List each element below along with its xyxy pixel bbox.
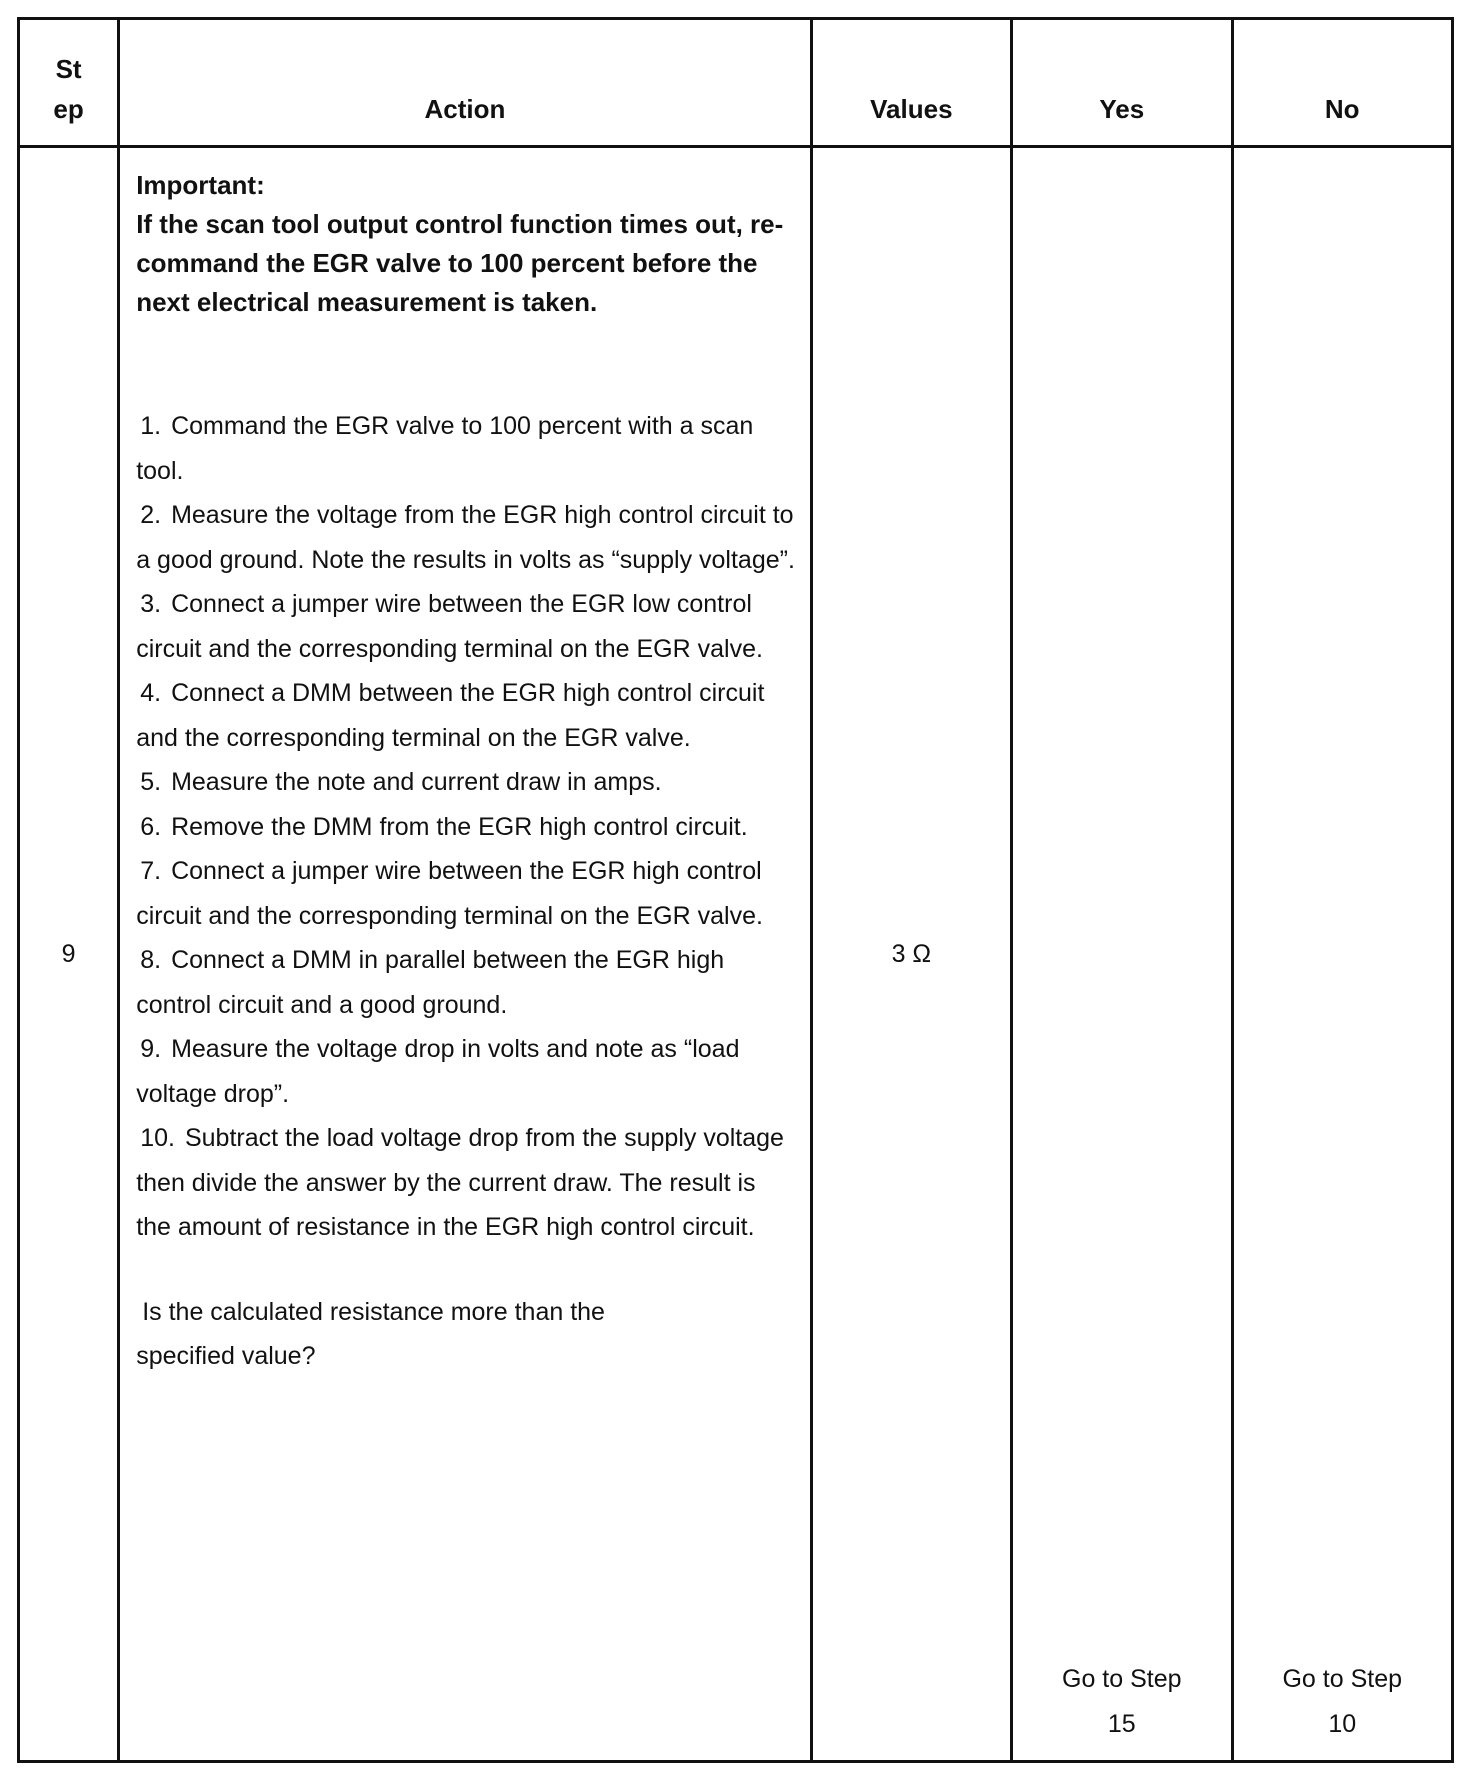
step-item-text: Measure the voltage drop in volts and note as “load voltage drop”. xyxy=(136,1035,740,1108)
list-item xyxy=(136,760,795,805)
action-cell xyxy=(119,147,811,1762)
no-line1: Go to Step xyxy=(1282,1665,1403,1693)
list-item xyxy=(136,805,795,850)
value-cell: 3 Ω xyxy=(811,147,1011,1762)
step-item-number: 7. xyxy=(140,857,162,885)
step-item-number: 10. xyxy=(140,1124,175,1152)
table-row xyxy=(19,147,1453,1762)
diagnostic-table xyxy=(17,17,1454,1763)
list-item xyxy=(136,493,795,582)
list-item xyxy=(136,1116,795,1250)
step-item-text: Connect a DMM between the EGR high control circuit and the corresponding terminal on the EGR valve. xyxy=(136,679,765,752)
important-text: If the scan tool output control function times out, re-command the EGR valve to 100 percent before the next electrical measurement is taken. xyxy=(136,209,784,317)
list-item xyxy=(136,1027,795,1116)
yes-line1: Go to Step xyxy=(1062,1665,1182,1693)
no-line2: 10 xyxy=(1328,1709,1357,1738)
step-item-text: Command the EGR valve to 100 percent with a scan tool. xyxy=(136,412,754,485)
yes-line2: 15 xyxy=(1107,1709,1136,1738)
no-cell xyxy=(1232,147,1453,1762)
list-item xyxy=(136,404,795,493)
important-note xyxy=(136,166,795,322)
step-item-number: 4. xyxy=(140,679,162,707)
header-step-line2: ep xyxy=(53,94,84,124)
step-item-text: Connect a jumper wire between the EGR low control circuit and the corresponding terminal on the EGR valve. xyxy=(136,590,763,663)
header-yes: Yes xyxy=(1012,19,1232,147)
important-label: Important: xyxy=(136,170,265,200)
header-action: Action xyxy=(119,19,811,147)
header-step-line1: St xyxy=(55,54,82,84)
header-values: Values xyxy=(811,19,1011,147)
question-line2: specified value? xyxy=(136,1342,316,1370)
steps-list xyxy=(136,404,795,1250)
step-item-number: 1. xyxy=(140,412,162,440)
header-row xyxy=(19,19,1453,147)
step-item-number: 5. xyxy=(140,768,162,796)
step-number: 9 xyxy=(19,147,119,1762)
question-line1: Is the calculated resistance more than the xyxy=(142,1297,605,1326)
step-item-text: Connect a DMM in parallel between the EGR high control circuit and a good ground. xyxy=(136,946,725,1019)
step-item-number: 8. xyxy=(140,946,162,974)
list-item xyxy=(136,582,795,671)
step-item-text: Connect a jumper wire between the EGR high control circuit and the corresponding terminal on the EGR valve. xyxy=(136,857,763,930)
yes-cell xyxy=(1012,147,1232,1762)
list-item xyxy=(136,671,795,760)
step-item-number: 3. xyxy=(140,590,162,618)
step-item-text: Remove the DMM from the EGR high control circuit. xyxy=(171,812,748,841)
list-item xyxy=(136,849,795,938)
step-item-number: 2. xyxy=(140,501,162,529)
list-item xyxy=(136,938,795,1027)
header-no: No xyxy=(1232,19,1453,147)
step-item-text: Subtract the load voltage drop from the supply voltage then divide the answer by the current draw. The result is the amount of resistance in the EGR high control circuit. xyxy=(136,1124,784,1241)
question xyxy=(136,1290,795,1379)
step-item-text: Measure the note and current draw in amps. xyxy=(171,768,662,796)
header-step xyxy=(19,19,119,147)
step-item-number: 9. xyxy=(140,1035,162,1063)
step-item-number: 6. xyxy=(140,812,162,841)
step-item-text: Measure the voltage from the EGR high control circuit to a good ground. Note the results in volts as “supply voltage”. xyxy=(136,501,795,574)
